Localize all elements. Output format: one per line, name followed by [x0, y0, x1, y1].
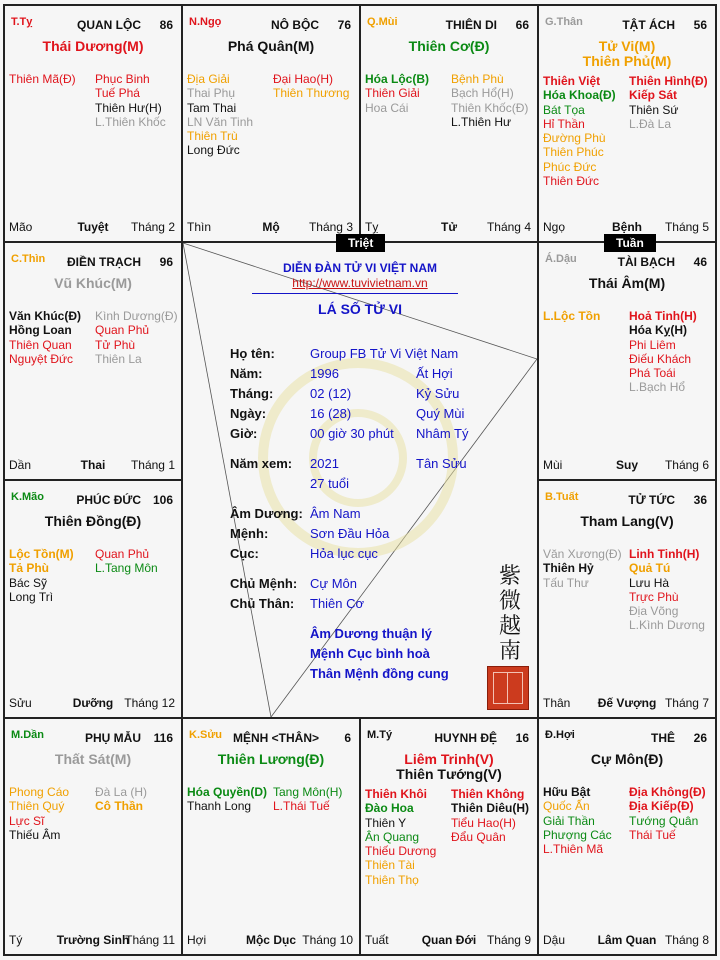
- palace-life-stage: Đế Vượng: [597, 696, 657, 710]
- minor-star: L.Thiên Hư: [451, 114, 512, 129]
- year-canchi: Tân Sửu: [416, 456, 467, 471]
- palace-than[interactable]: [539, 6, 715, 241]
- palace-mao[interactable]: [5, 481, 181, 717]
- info-value: 16 (28): [310, 406, 352, 421]
- palace-age-number: 66: [515, 18, 529, 32]
- palace-stem-branch: T.Tỵ: [11, 16, 33, 28]
- minor-star: Hóa Lộc(B): [365, 72, 429, 86]
- info-canchi: Kỷ Sửu: [416, 386, 460, 401]
- palace-branch-position: Thân: [543, 696, 571, 710]
- stars-column-right: [95, 72, 166, 129]
- palace-hoi[interactable]: [539, 719, 715, 954]
- calligraphy-char: 微: [498, 589, 521, 614]
- stars-column-left: [9, 785, 69, 842]
- minor-star: Quan Phủ: [95, 547, 150, 561]
- minor-star: Quốc Ấn: [543, 799, 590, 814]
- palace-branch-position: Tý: [9, 933, 23, 947]
- info-label: Âm Dương:: [230, 506, 303, 521]
- minor-star: L.Thiên Khốc: [95, 114, 166, 129]
- info-label: Tháng:: [230, 386, 274, 401]
- palace-month: Tháng 5: [664, 220, 709, 234]
- minor-star: Thiên Trù: [187, 129, 238, 144]
- minor-star: Giải Thần: [543, 813, 595, 828]
- header-divider: [252, 293, 458, 294]
- minor-star: Thái Tuế: [629, 827, 676, 842]
- minor-star: Phúc Đức: [543, 159, 597, 174]
- palace-stem-branch: B.Tuất: [545, 491, 579, 503]
- calligraphy-char: 紫: [498, 564, 521, 589]
- minor-star: Kình Dương(Đ): [95, 309, 178, 323]
- minor-star: Đào Hoa: [365, 801, 414, 816]
- palace-life-stage: Tuyệt: [77, 220, 109, 234]
- palace-month: Tháng 12: [124, 696, 175, 710]
- minor-star: Thiên Diêu(H): [451, 801, 529, 816]
- palace-name: TẬT ÁCH: [622, 18, 675, 32]
- info-value: Âm Nam: [310, 506, 361, 521]
- palace-branch-position: Mùi: [543, 458, 563, 472]
- minor-star: Hóa Kỵ(H): [629, 323, 688, 338]
- minor-star: Thiên Không: [451, 787, 525, 801]
- palace-month: Tháng 2: [130, 220, 175, 234]
- ruler-value: Cự Môn: [310, 576, 357, 591]
- calligraphy-char: 越: [498, 614, 521, 639]
- stars-column-left: [543, 309, 600, 323]
- palace-age-number: 36: [693, 493, 707, 507]
- palace-life-stage: Trường Sinh: [56, 933, 130, 947]
- palace-month: Tháng 11: [125, 933, 175, 947]
- minor-star: L.Bạch Hổ: [629, 380, 686, 395]
- palace-age-number: 26: [693, 731, 707, 745]
- info-label: Mệnh:: [230, 526, 269, 541]
- palace-stem-branch: G.Thân: [545, 16, 583, 28]
- palace-month: Tháng 10: [302, 933, 353, 947]
- minor-star: Tử Phù: [95, 337, 136, 352]
- minor-star: Thiên Thọ: [365, 872, 419, 887]
- minor-star: Thiên Thương: [273, 86, 350, 101]
- minor-star: L.Kình Dương: [629, 618, 705, 633]
- info-value: Group FB Tử Vi Việt Nam: [310, 346, 459, 361]
- minor-star: Hoả Tinh(H): [629, 309, 697, 323]
- stars-column-left: [9, 72, 76, 86]
- main-star: Cự Môn(Đ): [590, 751, 664, 767]
- main-star: Thiên Tướng(V): [396, 766, 502, 782]
- minor-star: Phong Cáo: [9, 785, 70, 799]
- palace-name: PHÚC ĐỨC: [76, 493, 141, 507]
- info-label: Họ tên:: [230, 346, 275, 361]
- minor-star: Tam Thai: [187, 100, 237, 115]
- palace-suu[interactable]: [183, 719, 359, 954]
- main-star: Tử Vi(M): [598, 38, 656, 54]
- conclusion-text: Mệnh Cục bình hoà: [310, 646, 430, 661]
- main-star: Thiên Phủ(M): [582, 53, 672, 69]
- info-canchi: Quý Mùi: [416, 406, 465, 421]
- minor-star: Đà La (H): [95, 785, 148, 799]
- palace-branch-position: Hợi: [187, 933, 207, 947]
- palace-name: ĐIỀN TRẠCH: [67, 255, 141, 269]
- year-label: Năm xem:: [230, 456, 293, 471]
- stars-column-right: [95, 547, 158, 576]
- minor-star: Hóa Khoa(Đ): [543, 88, 616, 103]
- year-value: 2021: [310, 456, 339, 471]
- palace-branch-position: Tuất: [365, 933, 389, 947]
- palace-branch-position: Mão: [9, 220, 33, 234]
- info-canchi: Ất Hợi: [416, 366, 453, 381]
- palace-name: PHỤ MẪU: [85, 731, 141, 745]
- palace-branch-position: Dậu: [543, 933, 566, 947]
- main-star: Vũ Khúc(M): [54, 275, 132, 291]
- palace-stem-branch: N.Ngọ: [189, 16, 222, 28]
- minor-star: Thiên Mã(Đ): [9, 72, 76, 86]
- stars-column-right: [273, 72, 349, 101]
- stars-column-right: [451, 787, 529, 844]
- stars-column-right: [95, 785, 147, 814]
- main-star: Liêm Trinh(V): [404, 751, 494, 767]
- stars-column-left: [187, 72, 253, 158]
- minor-star: Long Trì: [9, 589, 54, 604]
- minor-star: Linh Tinh(H): [629, 547, 700, 561]
- minor-star: Tiểu Hao(H): [451, 815, 516, 830]
- palace-age-number: 56: [693, 18, 707, 32]
- minor-star: Thiên Việt: [543, 74, 601, 88]
- palace-branch-position: Ngọ: [543, 220, 566, 234]
- main-star: Thiên Đồng(Đ): [44, 513, 142, 529]
- palace-month: Tháng 8: [664, 933, 709, 947]
- palace-tuat[interactable]: [539, 481, 715, 717]
- info-value: Sơn Đầu Hỏa: [310, 526, 390, 541]
- palace-branch-position: Thìn: [187, 220, 212, 234]
- stars-column-left: [543, 547, 622, 590]
- stars-column-left: [365, 787, 436, 887]
- minor-star: Thiên Y: [365, 815, 407, 830]
- minor-star: Địa Võng: [629, 604, 679, 619]
- palace-age-number: 6: [344, 731, 351, 745]
- minor-star: Địa Không(Đ): [629, 785, 706, 799]
- minor-star: Văn Khúc(Đ): [9, 309, 81, 323]
- minor-star: L.Lộc Tồn: [543, 309, 601, 323]
- minor-star: Quan Phủ: [95, 323, 150, 338]
- minor-star: Thiên Đức: [543, 174, 600, 189]
- palace-branch-position: Sửu: [9, 696, 32, 710]
- minor-star: Hữu Bật: [543, 785, 591, 799]
- minor-star: Nguyệt Đức: [9, 351, 74, 366]
- palace-age-number: 106: [152, 493, 173, 507]
- minor-star: Lưu Hà: [629, 575, 670, 590]
- palace-month: Tháng 9: [486, 933, 531, 947]
- palace-month: Tháng 4: [486, 220, 531, 234]
- minor-star: Thiên Giải: [365, 86, 420, 101]
- stars-column-right: [273, 785, 342, 814]
- forum-url[interactable]: http://www.tuvivietnam.vn: [292, 276, 428, 290]
- info-value: 02 (12): [310, 386, 352, 401]
- palace-stem-branch: Q.Mùi: [367, 16, 398, 28]
- minor-star: Quả Tú: [629, 561, 671, 576]
- minor-star: Đại Hao(H): [273, 72, 334, 86]
- minor-star: Đẩu Quân: [451, 829, 506, 844]
- palace-ty-bottom[interactable]: [361, 719, 537, 954]
- palace-month: Tháng 6: [664, 458, 709, 472]
- palace-name: NÔ BỘC: [271, 18, 319, 32]
- palace-age-number: 116: [153, 731, 173, 745]
- minor-star: Thiên La: [95, 351, 142, 366]
- minor-star: Thiên Phúc: [543, 145, 604, 160]
- palace-month: Tháng 7: [664, 696, 709, 710]
- minor-star: Bệnh Phù: [451, 72, 504, 86]
- palace-stem-branch: K.Sửu: [189, 729, 223, 741]
- minor-star: Phục Binh: [95, 72, 150, 86]
- minor-star: Địa Kiếp(Đ): [629, 799, 694, 814]
- palace-stem-branch: Đ.Hợi: [545, 729, 575, 741]
- minor-star: Thiên Quý: [9, 799, 65, 814]
- minor-star: Thai Phụ: [187, 86, 236, 101]
- palace-name: MỆNH <THÂN>: [232, 731, 319, 745]
- minor-star: Thiên Tài: [365, 858, 415, 873]
- palace-life-stage: Thai: [80, 458, 106, 472]
- triet-tag: Triệt: [336, 234, 385, 252]
- palace-stem-branch: Á.Dậu: [545, 253, 577, 265]
- minor-star: Thiên Quan: [9, 337, 72, 352]
- stars-column-right: [629, 785, 706, 842]
- stars-column-left: [9, 547, 74, 604]
- calligraphy-char: 南: [498, 639, 521, 664]
- minor-star: LN Văn Tinh: [187, 114, 254, 129]
- info-label: Ngày:: [230, 406, 267, 421]
- info-value: 1996: [310, 366, 339, 381]
- palace-branch-position: Tỵ: [365, 220, 379, 234]
- minor-star: Bát Tọa: [543, 102, 585, 117]
- palace-stem-branch: M.Tý: [367, 729, 393, 741]
- palace-age-number: 86: [159, 18, 173, 32]
- info-label: Giờ:: [230, 426, 258, 441]
- stars-column-right: [629, 74, 708, 131]
- main-star: Thất Sát(M): [54, 751, 132, 767]
- main-star: Phá Quân(M): [227, 38, 315, 54]
- main-star: Tham Lang(V): [580, 513, 674, 529]
- minor-star: Thiên Khôi: [365, 787, 427, 801]
- tuan-tag: Tuần: [604, 234, 656, 252]
- palace-stem-branch: C.Thìn: [11, 253, 46, 265]
- minor-star: Thiên Hư(H): [95, 100, 162, 115]
- minor-star: Điếu Khách: [629, 351, 692, 366]
- palace-life-stage: Suy: [615, 458, 638, 472]
- info-label: Cục:: [230, 546, 259, 561]
- info-label: Năm:: [230, 366, 263, 381]
- minor-star: Phá Toái: [629, 366, 676, 381]
- minor-star: Thiên Sứ: [629, 102, 679, 117]
- minor-star: Đường Phù: [543, 131, 606, 146]
- stars-column-right: [629, 309, 697, 395]
- palace-stem-branch: M.Dần: [11, 729, 44, 741]
- minor-star: Bạch Hổ(H): [451, 86, 514, 101]
- minor-star: Địa Giải: [187, 72, 230, 86]
- minor-star: Hóa Quyền(D): [187, 785, 268, 799]
- minor-star: Thiên Hình(Đ): [629, 74, 708, 88]
- palace-month: Tháng 3: [308, 220, 353, 234]
- ruler-label: Chủ Mệnh:: [230, 576, 298, 591]
- palace-branch-position: Dần: [9, 458, 32, 472]
- stars-column-right: [95, 309, 178, 366]
- minor-star: Tướng Quân: [629, 813, 699, 828]
- minor-star: Thiên Hỷ: [543, 561, 594, 576]
- palace-age-number: 96: [159, 255, 173, 269]
- minor-star: Thiên Khốc(Đ): [451, 100, 529, 115]
- conclusion-text: Thân Mệnh đồng cung: [310, 666, 449, 681]
- seal-stamp: [487, 666, 529, 710]
- forum-name: DIỄN ĐÀN TỬ VI VIỆT NAM: [283, 261, 437, 275]
- palace-dan[interactable]: [5, 719, 181, 954]
- ruler-label: Chủ Thân:: [230, 596, 295, 611]
- palace-name: QUAN LỘC: [77, 18, 141, 32]
- palace-name: TỬ TỨC: [628, 493, 675, 507]
- calligraphy-text: [494, 564, 526, 664]
- minor-star: Hoa Cái: [365, 100, 409, 115]
- minor-star: Thiếu Âm: [9, 827, 61, 842]
- minor-star: Tả Phù: [9, 561, 50, 576]
- minor-star: Thanh Long: [187, 799, 252, 814]
- minor-star: Văn Xương(Đ): [543, 547, 622, 561]
- minor-star: L.Thiên Mã: [543, 842, 604, 857]
- palace-life-stage: Tử: [440, 220, 458, 234]
- stars-column-right: [451, 72, 528, 129]
- palace-dau[interactable]: [539, 243, 715, 479]
- stars-column-left: [9, 309, 81, 366]
- stars-column-left: [543, 785, 612, 856]
- palace-month: Tháng 1: [130, 458, 175, 472]
- palace-life-stage: Mộ: [262, 220, 280, 234]
- palace-ngo[interactable]: [183, 6, 359, 241]
- palace-age-number: 76: [337, 18, 351, 32]
- palace-name: THIÊN DI: [445, 18, 497, 32]
- palace-name: TÀI BẠCH: [617, 255, 675, 269]
- minor-star: Ân Quang: [365, 829, 420, 844]
- palace-name: THÊ: [651, 731, 675, 745]
- minor-star: Tấu Thư: [543, 575, 589, 590]
- minor-star: Tuế Phá: [95, 86, 140, 101]
- info-canchi: Nhâm Tý: [416, 426, 469, 441]
- minor-star: L.Thái Tuế: [273, 799, 330, 814]
- palace-life-stage: Dưỡng: [72, 696, 114, 710]
- stars-column-left: [187, 785, 267, 814]
- minor-star: Cô Thần: [95, 799, 143, 814]
- palace-life-stage: Bệnh: [612, 220, 642, 234]
- minor-star: Phi Liêm: [629, 337, 676, 352]
- minor-star: L.Tang Môn: [95, 561, 158, 576]
- palace-age-number: 46: [693, 255, 707, 269]
- minor-star: Thiếu Dương: [365, 844, 437, 859]
- palace-age-number: 16: [515, 731, 529, 745]
- info-value: 00 giờ 30 phút: [310, 426, 394, 441]
- minor-star: Long Đức: [187, 143, 240, 158]
- chart-title: LÁ SỐ TỬ VI: [318, 301, 402, 317]
- age-value: 27 tuổi: [310, 476, 350, 491]
- main-star: Thái Dương(M): [42, 38, 144, 54]
- palace-thin[interactable]: [5, 243, 181, 479]
- main-star: Thái Âm(M): [588, 275, 666, 291]
- stars-column-left: [365, 72, 429, 115]
- minor-star: Bác Sỹ: [9, 575, 48, 590]
- minor-star: Tang Môn(H): [273, 785, 343, 799]
- minor-star: Lộc Tồn(M): [9, 547, 74, 561]
- minor-star: Hỉ Thần: [543, 116, 585, 131]
- palace-ty-top[interactable]: [5, 6, 181, 241]
- palace-mui[interactable]: [361, 6, 537, 241]
- ruler-value: Thiên Cơ: [310, 596, 365, 611]
- minor-star: Hồng Loan: [9, 323, 72, 338]
- minor-star: Kiếp Sát: [629, 88, 678, 103]
- minor-star: Lực Sĩ: [9, 813, 45, 828]
- minor-star: Phượng Các: [543, 827, 612, 842]
- stars-column-right: [629, 547, 705, 633]
- main-star: Thiên Lương(Đ): [217, 751, 325, 767]
- minor-star: Trực Phù: [629, 589, 679, 604]
- palace-name: HUYNH ĐỆ: [434, 731, 497, 745]
- info-value: Hỏa lục cục: [310, 546, 378, 561]
- main-star: Thiên Cơ(Đ): [408, 38, 490, 54]
- palace-life-stage: Lâm Quan: [597, 933, 657, 947]
- palace-stem-branch: K.Mão: [11, 491, 44, 503]
- stars-column-left: [543, 74, 616, 188]
- palace-life-stage: Quan Đới: [421, 933, 477, 947]
- palace-life-stage: Mộc Dục: [245, 933, 296, 947]
- conclusion-text: Âm Dương thuận lý: [310, 626, 432, 641]
- minor-star: L.Đà La: [629, 116, 672, 131]
